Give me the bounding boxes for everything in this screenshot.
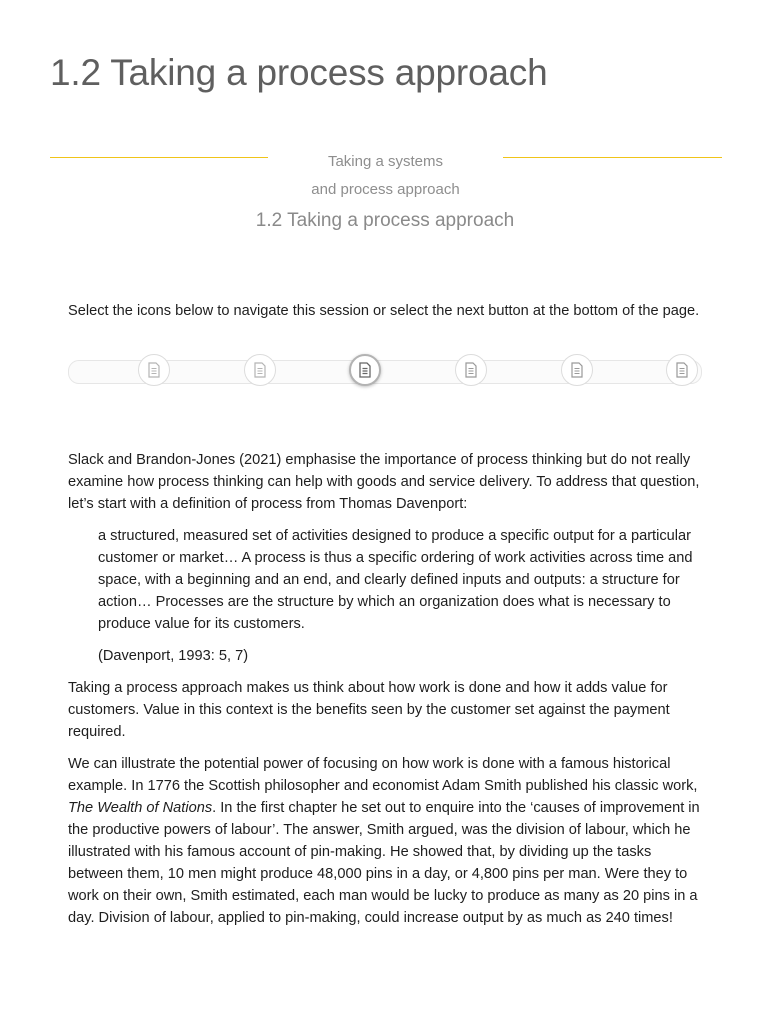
davenport-quote [68, 525, 708, 667]
body-paragraph-3 [68, 753, 708, 929]
session-nav-button-2[interactable] [244, 354, 276, 386]
document-icon [358, 362, 372, 378]
session-nav-button-6[interactable] [666, 354, 698, 386]
document-icon [253, 362, 267, 378]
session-title-line-2: and process approach [311, 181, 460, 198]
intro-text [68, 300, 708, 322]
header-divider-left [50, 157, 268, 158]
main-content [68, 449, 708, 939]
session-nav-button-3-current[interactable] [349, 354, 381, 386]
quote-text: a structured, measured set of activities designed to produce a specific output for a particular customer or market… A process is thus a specific ordering of work activities across time and space, with a beginning and an end, and clearly defined inputs and outputs: a structure for action… Processes are the structure by which an organization does what is necessary to produce value for its customers. [98, 528, 693, 632]
body-paragraph-1: Slack and Brandon-Jones (2021) emphasise the importance of process thinking but do not really examine how process thinking can help with goods and service delivery. To address that question, let’s start with a definition of process from Thomas Davenport: [68, 452, 700, 512]
session-title-line-1: Taking a systems [327, 153, 444, 170]
quote-citation: (Davenport, 1993: 5, 7) [98, 648, 249, 664]
header-divider-right [503, 157, 722, 158]
intro-paragraph: Select the icons below to navigate this session or select the next button at the bottom of the page. [68, 303, 700, 319]
body-paragraph-2: Taking a process approach makes us think about how work is done and how it adds value for customers. Value in this context is the benefits seen by the customer set against the payment required. [68, 680, 670, 740]
session-title [268, 148, 503, 204]
document-icon [147, 362, 161, 378]
document-icon [570, 362, 584, 378]
section-title: 1.2 Taking a process approach [255, 210, 515, 231]
session-nav-button-4[interactable] [455, 354, 487, 386]
body-paragraph-3-text-start: We can illustrate the potential power of focusing on how work is done with a famous historical example. In 1776 the Scottish philosopher and economist Adam Smith published his classic work, [68, 756, 698, 794]
book-title: The Wealth of Nations [68, 800, 213, 816]
document-icon [675, 362, 689, 378]
session-nav-button-1[interactable] [138, 354, 170, 386]
document-icon [464, 362, 478, 378]
page-title: 1.2 Taking a process approach [50, 52, 548, 93]
body-paragraph-3-text-end: . In the first chapter he set out to enquire into the ‘causes of improvement in the productive powers of labour’. The answer, Smith argued, was the division of labour, which he illustrated with his famous account of pin-making. He showed that, by dividing up the tasks between them, 10 men might produce 48,000 pins in a day, or 4,800 pins per man. Were they to work on their own, Smith estimated, each man would be lucky to produce as many as 20 pins in a day. Division of labour, applied to pin-making, could increase output by as much as 240 times! [68, 800, 700, 926]
session-nav-button-5[interactable] [561, 354, 593, 386]
